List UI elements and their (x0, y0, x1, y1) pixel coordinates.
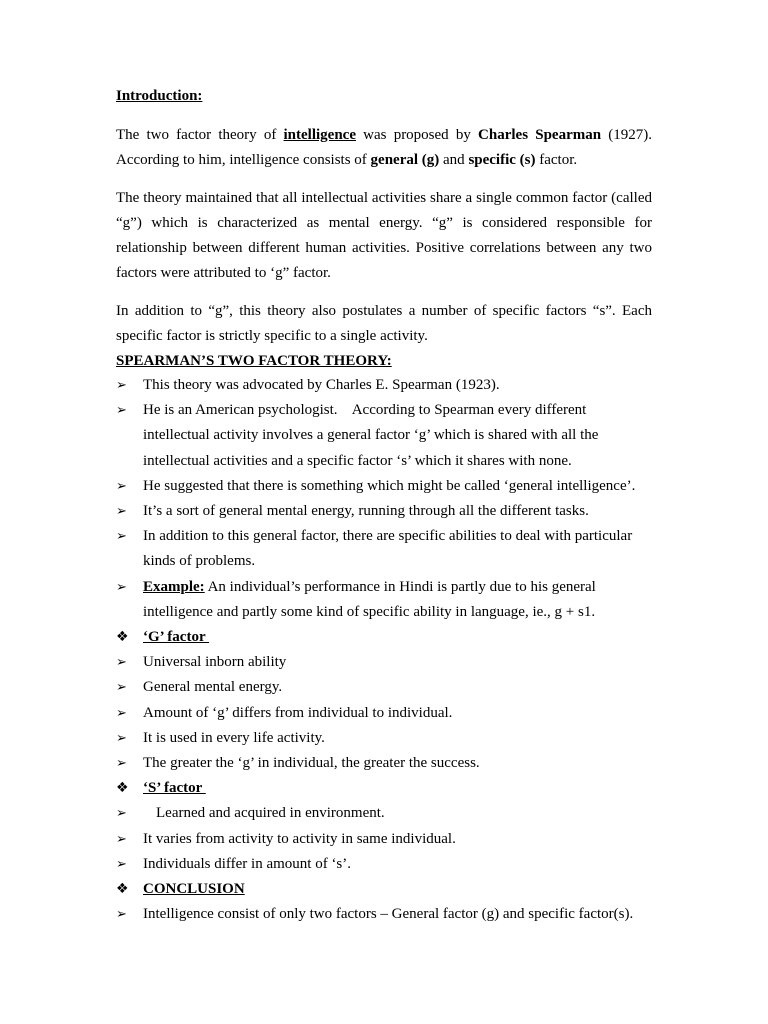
list-item: ➢ This theory was advocated by Charles E. Spearman (1923). (116, 373, 652, 398)
list-item: ➢ Universal inborn ability (116, 650, 652, 675)
list-item: ➢ Learned and acquired in environment. (116, 801, 652, 826)
arrow-bullet-icon: ➢ (116, 378, 127, 393)
term-general-g: general (g) (370, 152, 440, 168)
spearman-section-title: SPEARMAN’S TWO FACTOR THEORY: (116, 353, 392, 369)
arrow-bullet-icon: ➢ (116, 403, 127, 419)
conclusion-title: ❖ CONCLUSION (116, 877, 652, 902)
arrow-bullet-icon: ➢ (116, 579, 127, 595)
arrow-bullet-icon: ➢ (116, 756, 127, 772)
list-item: ➢ It’s a sort of general mental energy, running through all the different tasks. (116, 499, 652, 524)
arrow-bullet-icon: ➢ (116, 831, 127, 847)
list-item: ➢ Individuals differ in amount of ‘s’. (116, 852, 652, 877)
arrow-bullet-icon: ➢ (116, 680, 127, 696)
arrow-bullet-icon: ➢ (116, 856, 127, 872)
diamond-bullet-icon: ❖ (116, 881, 129, 898)
intro-paragraph-3: In addition to “g”, this theory also postulates a number of specific factors “s”. Each specific factor is strictly specific to a single activity. (116, 303, 652, 344)
arrow-bullet-icon: ➢ (116, 655, 127, 671)
name-charles-spearman: Charles Spearman (478, 127, 602, 143)
s-factor-title: ❖ ‘S’ factor (116, 776, 652, 801)
example-label: Example: (143, 578, 205, 595)
diamond-bullet-icon: ❖ (116, 780, 129, 797)
spearman-list (116, 373, 652, 927)
arrow-bullet-icon: ➢ (116, 529, 127, 545)
list-item: ➢ Intelligence consist of only two factors – General factor (g) and specific factor(s). (116, 902, 652, 927)
list-item: ➢ It varies from activity to activity in same individual. (116, 827, 652, 852)
intro-paragraph-1: The two factor theory of intelligence was proposed by Charles Spearman (1927). According to him, intelligence consists of general (g) and specific (s) factor. (116, 127, 652, 168)
document-page (116, 86, 652, 927)
list-item: ➢ Amount of ‘g’ differs from individual to individual. (116, 701, 652, 726)
list-item: ➢ He is an American psychologist. According to Spearman every different intellectual activity involves a general factor ‘g’ which is shared with all the intellectual activities and a specific factor ‘s’ which it shares with none. (116, 398, 652, 474)
arrow-bullet-icon: ➢ (116, 478, 127, 494)
term-specific-s: specific (s) (468, 152, 536, 168)
arrow-bullet-icon: ➢ (116, 730, 127, 746)
arrow-bullet-icon: ➢ (116, 806, 127, 822)
arrow-bullet-icon: ➢ (116, 907, 127, 923)
diamond-bullet-icon: ❖ (116, 629, 129, 646)
arrow-bullet-icon: ➢ (116, 705, 127, 721)
g-factor-title: ❖ ‘G’ factor (116, 625, 652, 650)
list-item: ➢ He suggested that there is something which might be called ‘general intelligence’. (116, 474, 652, 499)
introduction-heading: Introduction: (116, 88, 203, 104)
list-item: ➢ General mental energy. (116, 675, 652, 700)
list-item-example: ➢ Example: An individual’s performance in Hindi is partly due to his general intelligence and partly some kind of specific ability in language, ie., g + s1. (116, 575, 652, 625)
list-item: ➢ In addition to this general factor, there are specific abilities to deal with particular kinds of problems. (116, 524, 652, 574)
list-item: ➢ The greater the ‘g’ in individual, the greater the success. (116, 751, 652, 776)
arrow-bullet-icon: ➢ (116, 504, 127, 520)
list-item: ➢ It is used in every life activity. (116, 726, 652, 751)
term-intelligence: intelligence (283, 127, 356, 143)
intro-paragraph-2: The theory maintained that all intellectual activities share a single common factor (called “g”) which is characterized as mental energy. “g” is considered responsible for relationship between different human activities. Positive correlations between any two factors were attributed to ‘g” factor. (116, 190, 652, 281)
